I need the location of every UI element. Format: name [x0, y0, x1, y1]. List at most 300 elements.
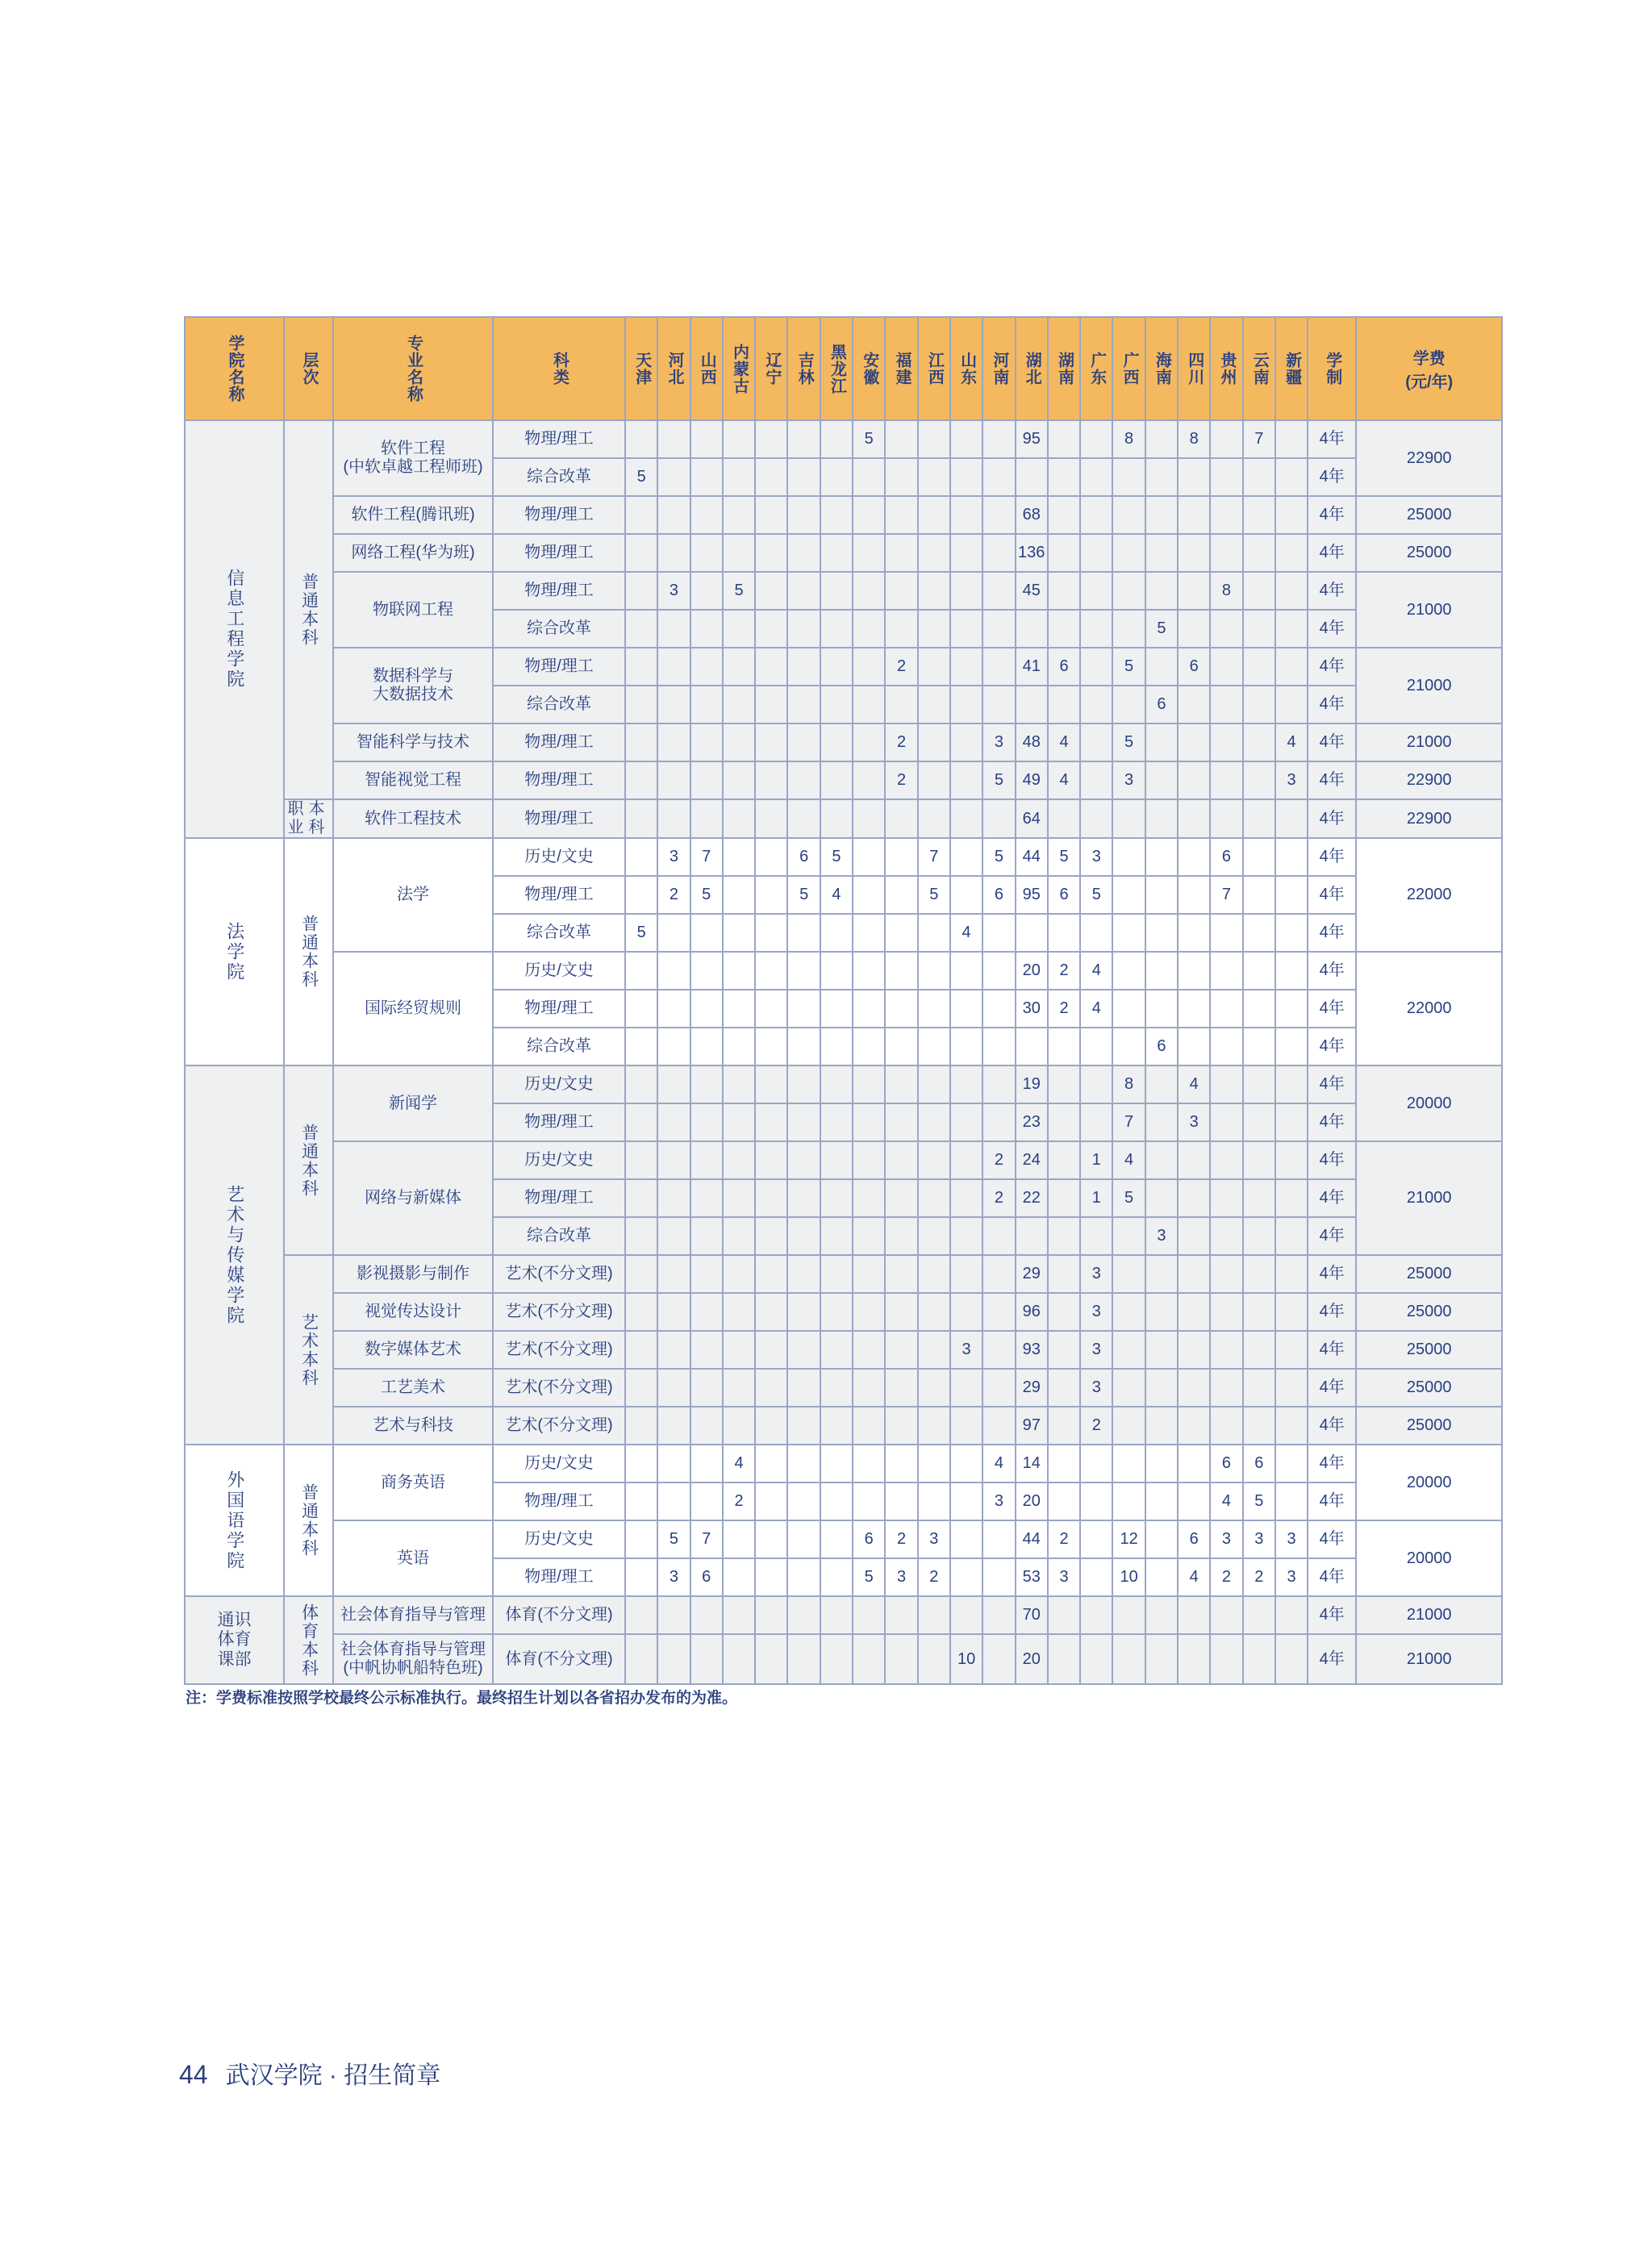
quota-cell [1080, 1520, 1112, 1558]
quota-cell: 8 [1210, 572, 1242, 610]
quota-cell [885, 1445, 917, 1482]
quota-cell [657, 1596, 690, 1634]
quota-cell [690, 1331, 723, 1369]
quota-cell [787, 1103, 820, 1141]
quota-cell [820, 952, 853, 990]
study-years: 4年 [1308, 914, 1356, 952]
quota-cell [1210, 534, 1242, 572]
header-province: 辽宁 [755, 317, 787, 420]
quota-cell [1275, 1179, 1308, 1217]
level-name: 体育本科 [284, 1596, 333, 1684]
quota-cell [755, 1141, 787, 1179]
major-name: 智能视觉工程 [333, 761, 493, 799]
quota-cell: 12 [1112, 1520, 1145, 1558]
quota-cell [1016, 610, 1048, 648]
quota-cell [950, 1217, 982, 1255]
tuition-fee: 25000 [1356, 1331, 1502, 1369]
table-row [185, 952, 1502, 990]
header-college: 学院名称 [185, 317, 284, 420]
quota-cell [1243, 799, 1275, 838]
study-years: 4年 [1308, 724, 1356, 761]
quota-cell [1210, 1217, 1242, 1255]
quota-cell [657, 1103, 690, 1141]
quota-cell [950, 724, 982, 761]
quota-cell [950, 534, 982, 572]
quota-cell: 2 [885, 724, 917, 761]
study-years: 4年 [1308, 990, 1356, 1028]
quota-cell [690, 1596, 723, 1634]
quota-cell [982, 1596, 1015, 1634]
quota-cell [723, 648, 755, 686]
quota-cell [1145, 1255, 1178, 1293]
quota-cell [1112, 1293, 1145, 1331]
quota-cell [723, 1369, 755, 1407]
quota-cell [885, 1141, 917, 1179]
quota-cell [1112, 610, 1145, 648]
footnote: 注：学费标准按照学校最终公示标准执行。最终招生计划以各省招办发布的为准。 [186, 1690, 738, 1707]
quota-cell: 6 [1048, 648, 1080, 686]
quota-cell [755, 838, 787, 876]
quota-cell [820, 1028, 853, 1065]
quota-cell: 4 [1048, 724, 1080, 761]
quota-cell [755, 420, 787, 458]
quota-cell [982, 572, 1015, 610]
quota-cell: 5 [1243, 1482, 1275, 1520]
quota-cell [853, 1634, 885, 1684]
quota-cell [1275, 1255, 1308, 1293]
quota-cell [1178, 686, 1210, 724]
quota-cell [723, 1255, 755, 1293]
subject-category: 艺术(不分文理) [493, 1331, 625, 1369]
tuition-fee: 21000 [1356, 1634, 1502, 1684]
quota-cell [1243, 1634, 1275, 1684]
major-name: 视觉传达设计 [333, 1293, 493, 1331]
quota-cell [950, 990, 982, 1028]
quota-cell [723, 534, 755, 572]
quota-cell [755, 799, 787, 838]
quota-cell [1145, 496, 1178, 534]
quota-cell [950, 876, 982, 914]
quota-cell [787, 724, 820, 761]
quota-cell [723, 1028, 755, 1065]
quota-cell: 2 [1048, 952, 1080, 990]
quota-cell [820, 1065, 853, 1103]
quota-cell [918, 1331, 950, 1369]
quota-cell [1275, 1369, 1308, 1407]
quota-cell [1048, 1179, 1080, 1217]
quota-cell: 3 [1243, 1520, 1275, 1558]
quota-cell: 2 [723, 1482, 755, 1520]
quota-cell [982, 1558, 1015, 1596]
quota-cell [1275, 1103, 1308, 1141]
quota-cell [1048, 1293, 1080, 1331]
quota-cell [755, 686, 787, 724]
quota-cell [1145, 761, 1178, 799]
quota-cell [690, 990, 723, 1028]
quota-cell [982, 534, 1015, 572]
quota-cell [853, 1141, 885, 1179]
quota-cell: 5 [787, 876, 820, 914]
quota-cell: 6 [1145, 686, 1178, 724]
quota-cell [982, 1293, 1015, 1331]
quota-cell [690, 1141, 723, 1179]
quota-cell [950, 1407, 982, 1445]
quota-cell: 3 [1275, 1558, 1308, 1596]
quota-cell [1243, 1103, 1275, 1141]
quota-cell [1178, 1179, 1210, 1217]
quota-cell [1112, 1369, 1145, 1407]
table-row [185, 1445, 1502, 1482]
quota-cell [1112, 1634, 1145, 1684]
subject-category: 艺术(不分文理) [493, 1255, 625, 1293]
header-province: 海南 [1145, 317, 1178, 420]
quota-cell [1210, 1293, 1242, 1331]
quota-cell [625, 1028, 657, 1065]
quota-cell [787, 686, 820, 724]
header-province: 吉林 [787, 317, 820, 420]
quota-cell [820, 572, 853, 610]
quota-cell [1210, 1407, 1242, 1445]
quota-cell [625, 876, 657, 914]
study-years: 4年 [1308, 1179, 1356, 1217]
study-years: 4年 [1308, 648, 1356, 686]
study-years: 4年 [1308, 534, 1356, 572]
quota-cell [1178, 1445, 1210, 1482]
table-row [185, 420, 1502, 458]
study-years: 4年 [1308, 1520, 1356, 1558]
quota-cell [755, 1407, 787, 1445]
quota-cell: 6 [1243, 1445, 1275, 1482]
quota-cell [625, 990, 657, 1028]
quota-cell [853, 1179, 885, 1217]
tuition-fee: 25000 [1356, 534, 1502, 572]
quota-cell [1145, 724, 1178, 761]
brochure-title: 武汉学院 · 招生简章 [225, 2062, 441, 2089]
quota-cell [625, 496, 657, 534]
quota-cell [657, 952, 690, 990]
quota-cell: 3 [657, 1558, 690, 1596]
quota-cell: 3 [1210, 1520, 1242, 1558]
quota-cell [657, 761, 690, 799]
quota-cell [950, 458, 982, 496]
quota-cell [885, 1103, 917, 1141]
quota-cell [657, 1141, 690, 1179]
quota-cell [723, 1596, 755, 1634]
quota-cell: 3 [1080, 1293, 1112, 1331]
quota-cell [1048, 1482, 1080, 1520]
subject-category: 物理/理工 [493, 761, 625, 799]
quota-cell [755, 1520, 787, 1558]
quota-cell [625, 1407, 657, 1445]
quota-cell [625, 1293, 657, 1331]
quota-cell [918, 1141, 950, 1179]
quota-cell [1048, 799, 1080, 838]
quota-cell [1210, 1634, 1242, 1684]
quota-cell [1210, 724, 1242, 761]
quota-cell [723, 1331, 755, 1369]
quota-cell [982, 952, 1015, 990]
quota-cell [657, 990, 690, 1028]
quota-cell [625, 1331, 657, 1369]
quota-cell [1243, 1369, 1275, 1407]
level-name: 普通本科 [284, 1445, 333, 1596]
quota-cell [1178, 1141, 1210, 1179]
quota-cell [1145, 458, 1178, 496]
quota-cell [625, 572, 657, 610]
subject-category: 物理/理工 [493, 572, 625, 610]
quota-cell [787, 799, 820, 838]
quota-cell [690, 1217, 723, 1255]
quota-cell [690, 952, 723, 990]
quota-cell: 3 [657, 838, 690, 876]
quota-cell: 6 [982, 876, 1015, 914]
quota-cell [885, 1369, 917, 1407]
quota-cell [950, 1482, 982, 1520]
quota-cell [787, 1065, 820, 1103]
study-years: 4年 [1308, 1369, 1356, 1407]
quota-cell [787, 1331, 820, 1369]
subject-category: 综合改革 [493, 458, 625, 496]
quota-cell [657, 724, 690, 761]
quota-cell [885, 1255, 917, 1293]
quota-cell [1048, 1103, 1080, 1141]
quota-cell [853, 1369, 885, 1407]
quota-cell [1112, 799, 1145, 838]
quota-cell [787, 610, 820, 648]
quota-cell [723, 1293, 755, 1331]
quota-cell [1210, 1179, 1242, 1217]
quota-cell [820, 686, 853, 724]
subject-category: 物理/理工 [493, 1179, 625, 1217]
table-row [185, 572, 1502, 610]
quota-cell [918, 1293, 950, 1331]
header-province: 福建 [885, 317, 917, 420]
college-name: 艺术与传媒学院 [185, 1065, 284, 1445]
quota-cell [755, 1293, 787, 1331]
quota-cell [982, 420, 1015, 458]
quota-cell [885, 458, 917, 496]
quota-cell [625, 1445, 657, 1482]
quota-cell [1275, 534, 1308, 572]
quota-cell [820, 990, 853, 1028]
level-name: 艺术本科 [284, 1255, 333, 1445]
quota-cell [625, 1558, 657, 1596]
quota-cell [1243, 1407, 1275, 1445]
quota-cell: 4 [820, 876, 853, 914]
quota-cell [787, 990, 820, 1028]
quota-cell [982, 1065, 1015, 1103]
subject-category: 艺术(不分文理) [493, 1293, 625, 1331]
table-row [185, 534, 1502, 572]
quota-cell [1080, 1065, 1112, 1103]
quota-cell: 7 [690, 1520, 723, 1558]
tuition-fee: 22000 [1356, 838, 1502, 952]
quota-cell: 4 [723, 1445, 755, 1482]
quota-cell [1275, 458, 1308, 496]
quota-cell [1178, 799, 1210, 838]
quota-cell: 3 [1275, 761, 1308, 799]
study-years: 4年 [1308, 799, 1356, 838]
quota-cell: 4 [982, 1445, 1015, 1482]
college-name: 外国语学院 [185, 1445, 284, 1596]
quota-cell: 5 [853, 420, 885, 458]
quota-cell [787, 1217, 820, 1255]
quota-cell [787, 1520, 820, 1558]
major-name: 社会体育指导与管理 [333, 1596, 493, 1634]
header-province: 湖北 [1016, 317, 1048, 420]
quota-cell [657, 1331, 690, 1369]
subject-category: 综合改革 [493, 1217, 625, 1255]
quota-cell [1243, 534, 1275, 572]
quota-cell [820, 1255, 853, 1293]
quota-cell [1275, 914, 1308, 952]
quota-cell [1145, 1331, 1178, 1369]
quota-cell [885, 1407, 917, 1445]
header-province: 新疆 [1275, 317, 1308, 420]
quota-cell [853, 496, 885, 534]
quota-cell [1145, 1179, 1178, 1217]
quota-cell [820, 610, 853, 648]
quota-cell [1275, 610, 1308, 648]
quota-cell [1210, 496, 1242, 534]
study-years: 4年 [1308, 952, 1356, 990]
quota-cell [1112, 496, 1145, 534]
quota-cell [1112, 1445, 1145, 1482]
quota-cell: 1 [1080, 1179, 1112, 1217]
subject-category: 体育(不分文理) [493, 1634, 625, 1684]
subject-category: 物理/理工 [493, 876, 625, 914]
quota-cell [1080, 761, 1112, 799]
study-years: 4年 [1308, 1445, 1356, 1482]
quota-cell [690, 799, 723, 838]
table-header-row [185, 317, 1502, 420]
study-years: 4年 [1308, 1634, 1356, 1684]
subject-category: 物理/理工 [493, 799, 625, 838]
quota-cell [1145, 1103, 1178, 1141]
quota-cell [1145, 420, 1178, 458]
quota-cell [1178, 1596, 1210, 1634]
quota-cell [723, 914, 755, 952]
quota-cell [950, 1103, 982, 1141]
tuition-fee: 25000 [1356, 1407, 1502, 1445]
quota-cell [1145, 799, 1178, 838]
quota-cell [918, 1028, 950, 1065]
quota-cell [755, 496, 787, 534]
quota-cell: 6 [787, 838, 820, 876]
quota-cell [657, 1634, 690, 1684]
quota-cell [1275, 1217, 1308, 1255]
quota-cell [885, 1331, 917, 1369]
quota-cell [982, 1255, 1015, 1293]
quota-cell [853, 572, 885, 610]
tuition-fee: 20000 [1356, 1445, 1502, 1520]
major-name: 影视摄影与制作 [333, 1255, 493, 1293]
quota-cell [950, 686, 982, 724]
quota-cell: 23 [1016, 1103, 1048, 1141]
table-row [185, 761, 1502, 799]
quota-cell [853, 648, 885, 686]
quota-cell [657, 914, 690, 952]
quota-cell [1112, 914, 1145, 952]
quota-cell: 136 [1016, 534, 1048, 572]
quota-cell [723, 1141, 755, 1179]
quota-cell [787, 1445, 820, 1482]
quota-cell [1080, 1596, 1112, 1634]
quota-cell [1112, 1217, 1145, 1255]
quota-cell [982, 648, 1015, 686]
quota-cell: 7 [690, 838, 723, 876]
quota-cell [1178, 458, 1210, 496]
quota-cell [1275, 1331, 1308, 1369]
quota-cell [690, 458, 723, 496]
quota-cell [723, 1634, 755, 1684]
quota-cell [1275, 1445, 1308, 1482]
quota-cell [918, 1255, 950, 1293]
quota-cell [723, 610, 755, 648]
quota-cell [1112, 1482, 1145, 1520]
table-row [185, 496, 1502, 534]
quota-cell: 5 [625, 914, 657, 952]
quota-cell [1145, 572, 1178, 610]
quota-cell [885, 420, 917, 458]
quota-cell [1145, 876, 1178, 914]
table-row [185, 724, 1502, 761]
quota-cell [982, 458, 1015, 496]
major-name: 网络工程(华为班) [333, 534, 493, 572]
quota-cell [1080, 1028, 1112, 1065]
quota-cell: 4 [1178, 1065, 1210, 1103]
quota-cell: 6 [690, 1558, 723, 1596]
quota-cell [885, 534, 917, 572]
quota-cell [820, 724, 853, 761]
header-province: 江西 [918, 317, 950, 420]
quota-cell [982, 914, 1015, 952]
subject-category: 历史/文史 [493, 1141, 625, 1179]
subject-category: 物理/理工 [493, 1103, 625, 1141]
quota-cell [1178, 761, 1210, 799]
header-province: 黑龙江 [820, 317, 853, 420]
quota-cell [982, 686, 1015, 724]
quota-cell [918, 761, 950, 799]
quota-cell [1080, 496, 1112, 534]
quota-cell [1145, 1596, 1178, 1634]
quota-cell [755, 1596, 787, 1634]
subject-category: 综合改革 [493, 686, 625, 724]
table-row [185, 1520, 1502, 1558]
quota-cell [1145, 952, 1178, 990]
quota-cell [690, 1634, 723, 1684]
quota-cell [1080, 1217, 1112, 1255]
quota-cell [1048, 914, 1080, 952]
quota-cell [1048, 458, 1080, 496]
quota-cell [690, 572, 723, 610]
quota-cell [1210, 799, 1242, 838]
study-years: 4年 [1308, 1065, 1356, 1103]
quota-cell [1080, 458, 1112, 496]
header-province: 安徽 [853, 317, 885, 420]
quota-cell [657, 648, 690, 686]
quota-cell [1210, 1103, 1242, 1141]
quota-cell [625, 1634, 657, 1684]
quota-cell [690, 761, 723, 799]
quota-cell [885, 572, 917, 610]
quota-cell [820, 420, 853, 458]
quota-cell [1275, 1407, 1308, 1445]
quota-cell [1210, 1065, 1242, 1103]
college-name: 信息工程学院 [185, 420, 284, 838]
quota-cell: 7 [1112, 1103, 1145, 1141]
quota-cell [625, 952, 657, 990]
